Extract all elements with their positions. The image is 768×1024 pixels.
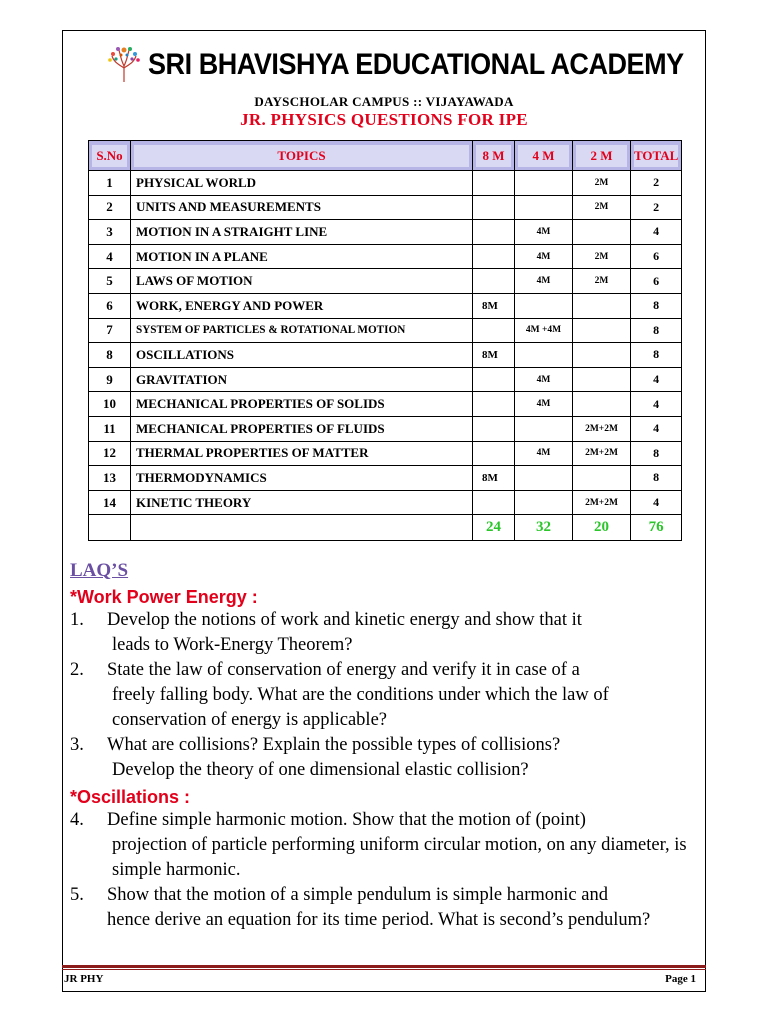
row-4m [515,293,573,318]
row-8m: 8M [473,293,515,318]
question-5 [70,883,700,933]
footer-subject: JR PHY [64,973,104,985]
row-2m [573,293,631,318]
row-topic: MECHANICAL PROPERTIES OF SOLIDS [131,392,473,417]
row-sno: 12 [89,441,131,466]
question-4 [70,808,700,883]
table-row [89,269,682,294]
question-number: 3. [70,735,84,755]
section-heading: *Work Power Energy : [70,587,258,607]
row-sno: 3 [89,220,131,245]
header-total: TOTAL [631,141,682,171]
table-row [89,490,682,515]
row-8m: 8M [473,466,515,491]
header-4m: 4 M [515,141,573,171]
table-body [89,171,682,515]
row-topic: MOTION IN A STRAIGHT LINE [131,220,473,245]
row-sno: 8 [89,343,131,368]
table-row [89,171,682,196]
row-4m: 4M [515,367,573,392]
row-total: 2 [631,195,682,220]
table-row [89,220,682,245]
row-8m: 8M [473,343,515,368]
row-8m [473,171,515,196]
row-2m: 2M+2M [573,490,631,515]
row-4m [515,343,573,368]
row-8m [473,367,515,392]
row-4m [515,466,573,491]
row-total: 8 [631,466,682,491]
row-total: 8 [631,318,682,343]
question-text: Define simple harmonic motion. Show that the motion of (point) [107,810,586,830]
question-text-cont: freely falling body. What are the conditions under which the law of conservation of energy is applicable? [112,685,609,730]
row-4m [515,171,573,196]
row-total: 6 [631,244,682,269]
row-sno: 14 [89,490,131,515]
row-2m: 2M [573,269,631,294]
section-oscillations [70,787,700,933]
footer-rule-thin [62,969,706,970]
table-row [89,466,682,491]
row-8m [473,441,515,466]
row-2m [573,220,631,245]
campus-subtitle: DAYSCHOLAR CAMPUS :: VIJAYAWADA [254,94,514,109]
row-total: 4 [631,220,682,245]
row-2m [573,343,631,368]
table-row [89,367,682,392]
totals-topic-cell [131,515,473,541]
header-8m: 8 M [473,141,515,171]
row-sno: 9 [89,367,131,392]
total-4m: 32 [515,515,573,541]
row-sno: 6 [89,293,131,318]
row-sno: 5 [89,269,131,294]
question-text: Show that the motion of a simple pendulum is simple harmonic and [107,885,608,905]
table-row [89,293,682,318]
row-topic: GRAVITATION [131,367,473,392]
row-4m: 4M [515,269,573,294]
row-2m: 2M [573,171,631,196]
footer-page-number: Page 1 [665,973,696,985]
row-8m [473,318,515,343]
row-topic: OSCILLATIONS [131,343,473,368]
question-number: 5. [70,885,84,905]
row-total: 4 [631,392,682,417]
question-text-cont: Develop the theory of one dimensional elastic collision? [112,760,529,780]
footer-rule [62,965,706,968]
row-2m [573,466,631,491]
row-sno: 13 [89,466,131,491]
row-total: 8 [631,343,682,368]
table-header-row [89,141,682,171]
row-2m [573,392,631,417]
total-2m: 20 [573,515,631,541]
row-8m [473,269,515,294]
row-topic: THERMODYNAMICS [131,466,473,491]
totals-sno-cell [89,515,131,541]
row-4m: 4M [515,220,573,245]
row-topic: SYSTEM OF PARTICLES & ROTATIONAL MOTION [131,318,473,343]
row-topic: LAWS OF MOTION [131,269,473,294]
row-2m [573,318,631,343]
row-sno: 1 [89,171,131,196]
row-sno: 10 [89,392,131,417]
question-text-cont: leads to Work-Energy Theorem? [112,635,353,655]
row-8m [473,490,515,515]
question-2 [70,658,700,733]
row-2m: 2M [573,244,631,269]
table-row [89,441,682,466]
totals-row [89,515,682,541]
row-4m [515,195,573,220]
row-total: 2 [631,171,682,196]
subject-title: JR. PHYSICS QUESTIONS FOR IPE [240,110,528,129]
table-row [89,244,682,269]
row-8m [473,392,515,417]
row-sno: 2 [89,195,131,220]
academy-title: SRI BHAVISHYA EDUCATIONAL ACADEMY [148,48,684,81]
table-row [89,416,682,441]
header-2m: 2 M [573,141,631,171]
row-sno: 7 [89,318,131,343]
question-number: 2. [70,660,84,680]
row-4m: 4M [515,441,573,466]
header-topics: TOPICS [131,141,473,171]
question-text-cont: hence derive an equation for its time period. What is second’s pendulum? [107,910,651,930]
laq-heading: LAQ’S [70,560,129,581]
header-sno: S.No [89,141,131,171]
row-sno: 11 [89,416,131,441]
question-number: 1. [70,610,84,630]
row-2m: 2M+2M [573,441,631,466]
row-topic: KINETIC THEORY [131,490,473,515]
row-4m [515,416,573,441]
row-8m [473,416,515,441]
row-total: 6 [631,269,682,294]
row-4m: 4M [515,392,573,417]
question-text: What are collisions? Explain the possible types of collisions? [107,735,561,755]
question-text: Develop the notions of work and kinetic energy and show that it [107,610,582,630]
section-heading: *Oscillations : [70,787,191,807]
row-total: 8 [631,441,682,466]
table-row [89,195,682,220]
row-topic: PHYSICAL WORLD [131,171,473,196]
grand-total: 76 [631,515,682,541]
row-topic: MOTION IN A PLANE [131,244,473,269]
question-text: State the law of conservation of energy and verify it in case of a [107,660,580,680]
section-work-power-energy [70,587,700,783]
row-8m [473,220,515,245]
row-4m: 4M [515,244,573,269]
row-total: 4 [631,416,682,441]
table-row [89,318,682,343]
question-text-cont: projection of particle performing uniform circular motion, on any diameter, is simple harmonic. [112,835,687,880]
row-topic: WORK, ENERGY AND POWER [131,293,473,318]
question-number: 4. [70,810,84,830]
row-8m [473,244,515,269]
table-row [89,343,682,368]
row-sno: 4 [89,244,131,269]
row-2m: 2M [573,195,631,220]
total-8m: 24 [473,515,515,541]
row-2m: 2M+2M [573,416,631,441]
row-4m: 4M +4M [515,318,573,343]
question-1 [70,608,700,658]
row-topic: UNITS AND MEASUREMENTS [131,195,473,220]
row-total: 8 [631,293,682,318]
row-2m [573,367,631,392]
row-topic: MECHANICAL PROPERTIES OF FLUIDS [131,416,473,441]
row-4m [515,490,573,515]
row-8m [473,195,515,220]
row-total: 4 [631,367,682,392]
question-3 [70,733,700,783]
topics-table [88,140,682,541]
row-topic: THERMAL PROPERTIES OF MATTER [131,441,473,466]
table-row [89,392,682,417]
academy-logo-icon [104,44,144,84]
row-total: 4 [631,490,682,515]
